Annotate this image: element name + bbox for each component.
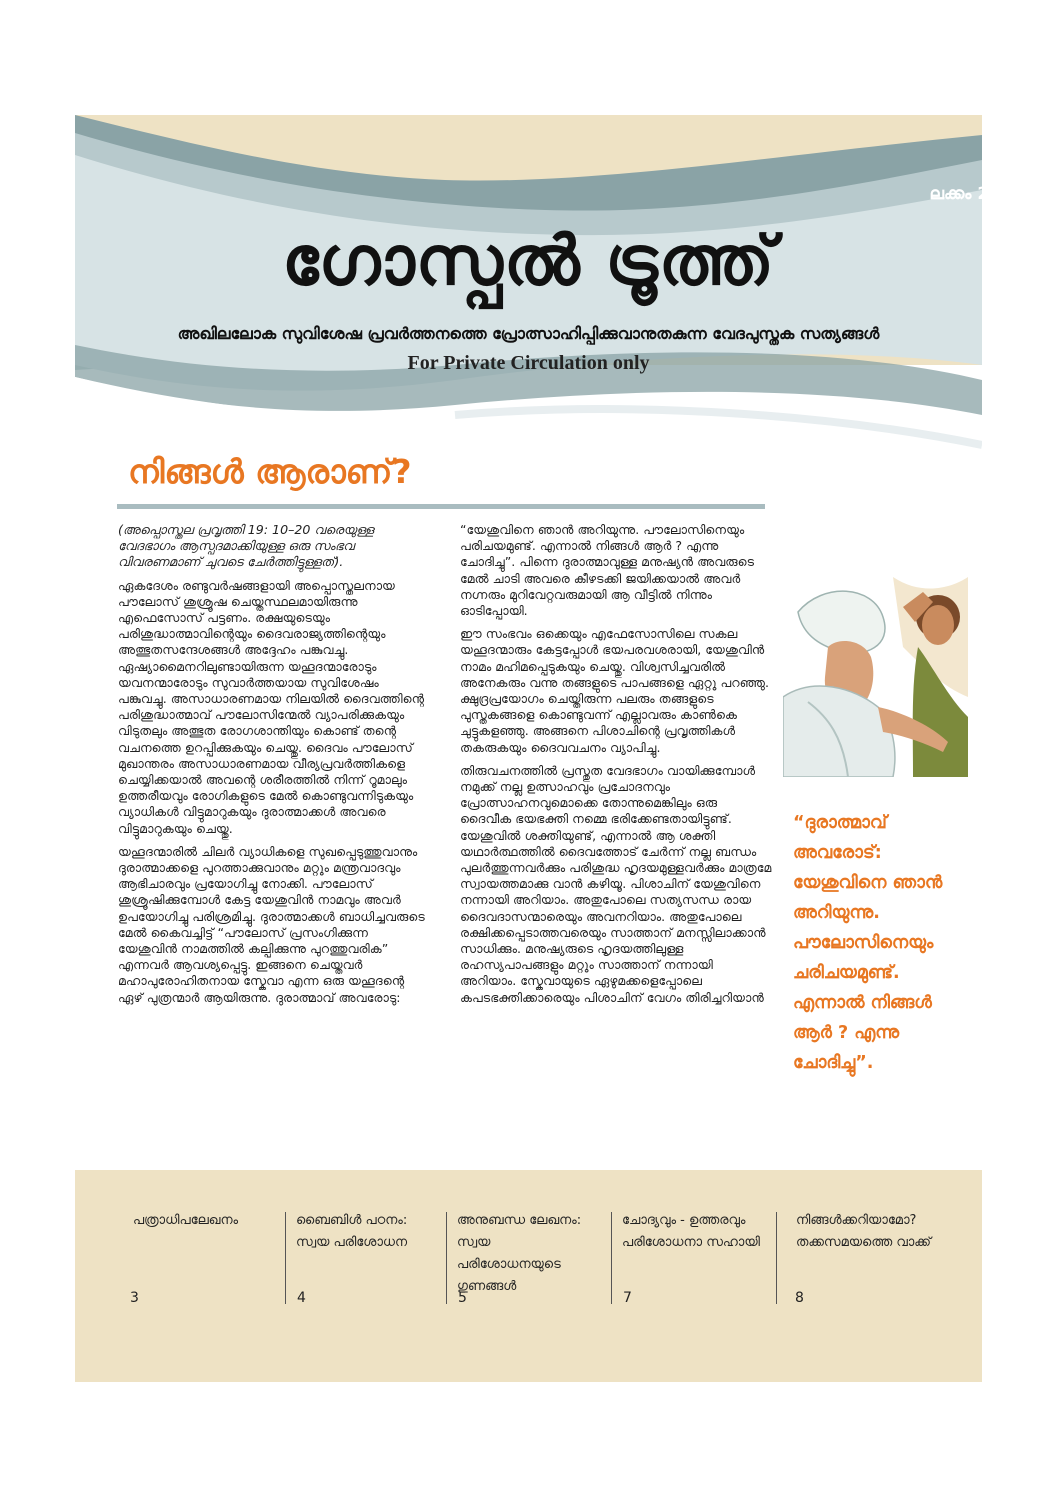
masthead-banner <box>75 115 982 500</box>
toc-divider <box>446 1212 447 1304</box>
article-paragraph: യഹൂദന്മാരിൽ ചിലർ വ്യാധികളെ സുഖപ്പെടുത്തുവാനും ദുരാത്മാക്കളെ പുറത്താക്കുവാനും മറ്റും മന്ത്രവാദവും ആഭിചാരവും പ്രയോഗിച്ചു നോക്കി. പൗലോസ് ശുശ്രൂഷിക്കുമ്പോൾ കേട്ട യേശുവിൻ നാമവും അവർ ഉപയോഗിച്ചു പരിശ്രമിച്ചു. ദുരാത്മാക്കൾ ബാധിച്ചവരുടെ മേൽ കൈവച്ചിട്ട് “പൗലോസ് പ്രസംഗിക്കുന്ന യേശുവിൻ നാമത്തിൽ കല്പിക്കുന്നു പുറത്തുവരിക” എന്നവർ ആവശ്യപ്പെട്ടു. ഇങ്ങനെ ചെയ്തവർ മഹാപുരോഹിതനായ സ്കേവാ എന്ന ഒരു യഹൂദന്റെ ഏഴ് പുത്രന്മാർ ആയിരുന്നു. ദുരാത്മാവ് അവരോടു: <box>118 843 425 1005</box>
article-paragraph: ഈ സംഭവം ഒക്കെയും എഫേസോസിലെ സകല യഹൂദന്മാരും കേട്ടപ്പോൾ ഭയപരവശരായി, യേശുവിൻ നാമം മഹിമപ്പെടുകയും ചെയ്തു. വിശ്വസിച്ചവരിൽ അനേകരും വന്നു തങ്ങളുടെ പാപങ്ങളെ ഏറ്റു പറഞ്ഞു. ക്ഷുദ്രപ്രയോഗം ചെയ്തിരുന്ന പലരും തങ്ങളുടെ പുസ്തകങ്ങളെ കൊണ്ടുവന്ന് എല്ലാവരും കാൺകെ ചുട്ടുകളഞ്ഞു. അങ്ങനെ പിശാചിന്റെ പ്രവൃത്തികൾ തകരുകയും ദൈവവചനം വ്യാപിച്ചു. <box>460 626 770 755</box>
issue-number: ലക്കം 23 <box>929 184 1001 204</box>
article-paragraph: “യേശുവിനെ ഞാൻ അറിയുന്നു. പൗലോസിനെയും പരിചയമുണ്ട്. എന്നാൽ നിങ്ങൾ ആർ ? എന്നു ചോദിച്ചു”. പിന്നെ ദുരാത്മാവുള്ള മനുഷ്യൻ അവരുടെ മേൽ ചാടി അവരെ കീഴടക്കി ജയിക്കയാൽ അവർ നഗ്നരും മുറിവേറ്റവരുമായി ആ വീട്ടിൽ നിന്നും ഓടിപ്പോയി. <box>460 522 755 619</box>
pull-quote: “ദുരാത്മാവ് അവരോട്: യേശുവിനെ ഞാൻ അറിയുന്നു. പൗലോസിനെയും ചരിചയമുണ്ട്. എന്നാൽ നിങ്ങൾ ആർ ? എന്നു ചോദിച്ചു”. <box>793 813 943 1073</box>
illustration-man-attacked <box>783 577 968 777</box>
wave-background <box>75 115 982 500</box>
toc-divider <box>285 1212 286 1304</box>
toc-item-title[interactable]: ബൈബിൾ പഠനം: സ്വയ പരിശോധന <box>296 1213 408 1250</box>
toc-page-number: 7 <box>623 1290 632 1306</box>
magazine-subtitle: അഖിലലോക സുവിശേഷ പ്രവർത്തനത്തെ പ്രോത്സാഹിപ്പിക്കുവാനുതകുന്ന വേദപുസ്തക സത്യങ്ങൾ <box>177 324 880 343</box>
toc-divider <box>611 1212 612 1304</box>
private-circulation-note: For Private Circulation only <box>407 352 650 374</box>
toc-divider <box>776 1212 777 1304</box>
toc-page-number: 3 <box>130 1290 139 1306</box>
article-headline: നിങ്ങൾ ആരാണ്? <box>128 452 412 491</box>
toc-page-number: 4 <box>297 1290 306 1306</box>
toc-item-title[interactable]: നിങ്ങൾക്കറിയാമോ? തക്കസമയത്തെ വാക്ക് <box>796 1213 932 1250</box>
article-paragraph: തിരുവചനത്തിൽ പ്രസ്തുത വേദഭാഗം വായിക്കുമ്പോൾ നമുക്ക് നല്ല ഉത്സാഹവും പ്രചോദനവും പ്രോത്സാഹനവുമൊക്കെ തോന്നുമെങ്കിലും ഒരു ദൈവീക ഭയഭക്തി നമ്മെ ഭരിക്കേണ്ടതായിട്ടുണ്ട്. യേശുവിൽ ശക്തിയുണ്ട്, എന്നാൽ ആ ശക്തി യഥാർത്ഥത്തിൽ ദൈവത്തോട് ചേർന്ന് നല്ല ബന്ധം പുലർത്തുന്നവർക്കും പരിശുദ്ധ ഹൃദയമുള്ളവർക്കും മാത്രമേ സ്വായത്തമാക്കു വാൻ കഴിയൂ. പിശാചിന് യേശുവിനെ നന്നായി അറിയാം. അതുപോലെ സത്യസന്ധ രായ ദൈവദാസന്മാരെയും അവനറിയാം. അതുപോലെ രക്ഷിക്കപ്പെടാത്തവരെയും സാത്താന് മനസ്സിലാക്കാൻ സാധിക്കും. മനുഷ്യരുടെ ഹൃദയത്തിലുള്ള രഹസ്യപാപങ്ങളും മറ്റും സാത്താന് നന്നായി അറിയാം. സ്കേവായുടെ ഏഴുമക്കളെപ്പോലെ കപടഭക്തിക്കാരെയും പിശാചിന് വേഗം തിരിച്ചറിയാൻ <box>460 762 772 1005</box>
toc-page-number: 5 <box>458 1290 467 1306</box>
article-intro: (അപ്പൊസ്തല പ്രവൃത്തി 19: 10–20 വരെയുള്ള വേദഭാഗം ആസ്പദമാക്കിയുള്ള ഒരു സംഭവ വിവരണമാണ് ചുവടെ ചേർത്തിട്ടുള്ളത്). <box>118 522 374 570</box>
toc-item-title[interactable]: അനുബന്ധ ലേഖനം: സ്വയ പരിശോധനയുടെ ഗുണങ്ങൾ <box>457 1213 582 1294</box>
toc-page-number: 8 <box>795 1290 804 1306</box>
toc-item-title[interactable]: ചോദ്യവും - ഉത്തരവും പരിശോധനാ സഹായി <box>622 1213 760 1250</box>
headline-divider <box>117 504 765 509</box>
magazine-title: ഗോസ്പൽ ട്രൂത്ത് <box>281 222 776 301</box>
toc-item-title[interactable]: പത്രാധിപലേഖനം <box>133 1213 239 1228</box>
article-column-1 <box>118 522 430 1013</box>
article-column-2 <box>460 522 772 1013</box>
article-paragraph: ഏകദേശം രണ്ടുവർഷങ്ങളായി അപ്പൊസ്തലനായ പൗലോസ് ശുശ്രൂഷ ചെയ്തസ്ഥലമായിരുന്നു എഫെസോസ് പട്ടണം. രക്ഷയുടെയും പരിശുദ്ധാത്മാവിന്റെയും ദൈവരാജ്യത്തിന്റെയും അത്ഭുതസന്ദേശങ്ങൾ അദ്ദേഹം പങ്കുവച്ചു. ഏഷ്യാമൈനറിലുണ്ടായിരുന്ന യഹൂദന്മാരോടും യവനന്മാരോടും സുവാർത്തയായ സുവിശേഷം പങ്കുവച്ചു. അസാധാരണമായ നിലയിൽ ദൈവത്തിന്റെ പരിശുദ്ധാത്മാവ് പൗലോസിന്മേൽ വ്യാപരിക്കുകയും വിടുതലും അത്ഭുത രോഗശാന്തിയും കൊണ്ട് തന്റെ വചനത്തെ ഉറപ്പിക്കുകയും ചെയ്തു. ദൈവം പൗലോസ് മുഖാന്തരം അസാധാരണമായ വീര്യപ്രവർത്തികളെ ചെയ്യിക്കയാൽ അവന്റെ ശരീരത്തിൽ നിന്ന് റൂമാലും ഉത്തരീയവും രോഗികളുടെ മേൽ കൊണ്ടുവന്നിടുകയും വ്യാധികൾ വിട്ടുമാറുകയും ദുരാത്മാക്കൾ അവരെ വിട്ടുമാറുകയും ചെയ്തു. <box>118 577 425 836</box>
